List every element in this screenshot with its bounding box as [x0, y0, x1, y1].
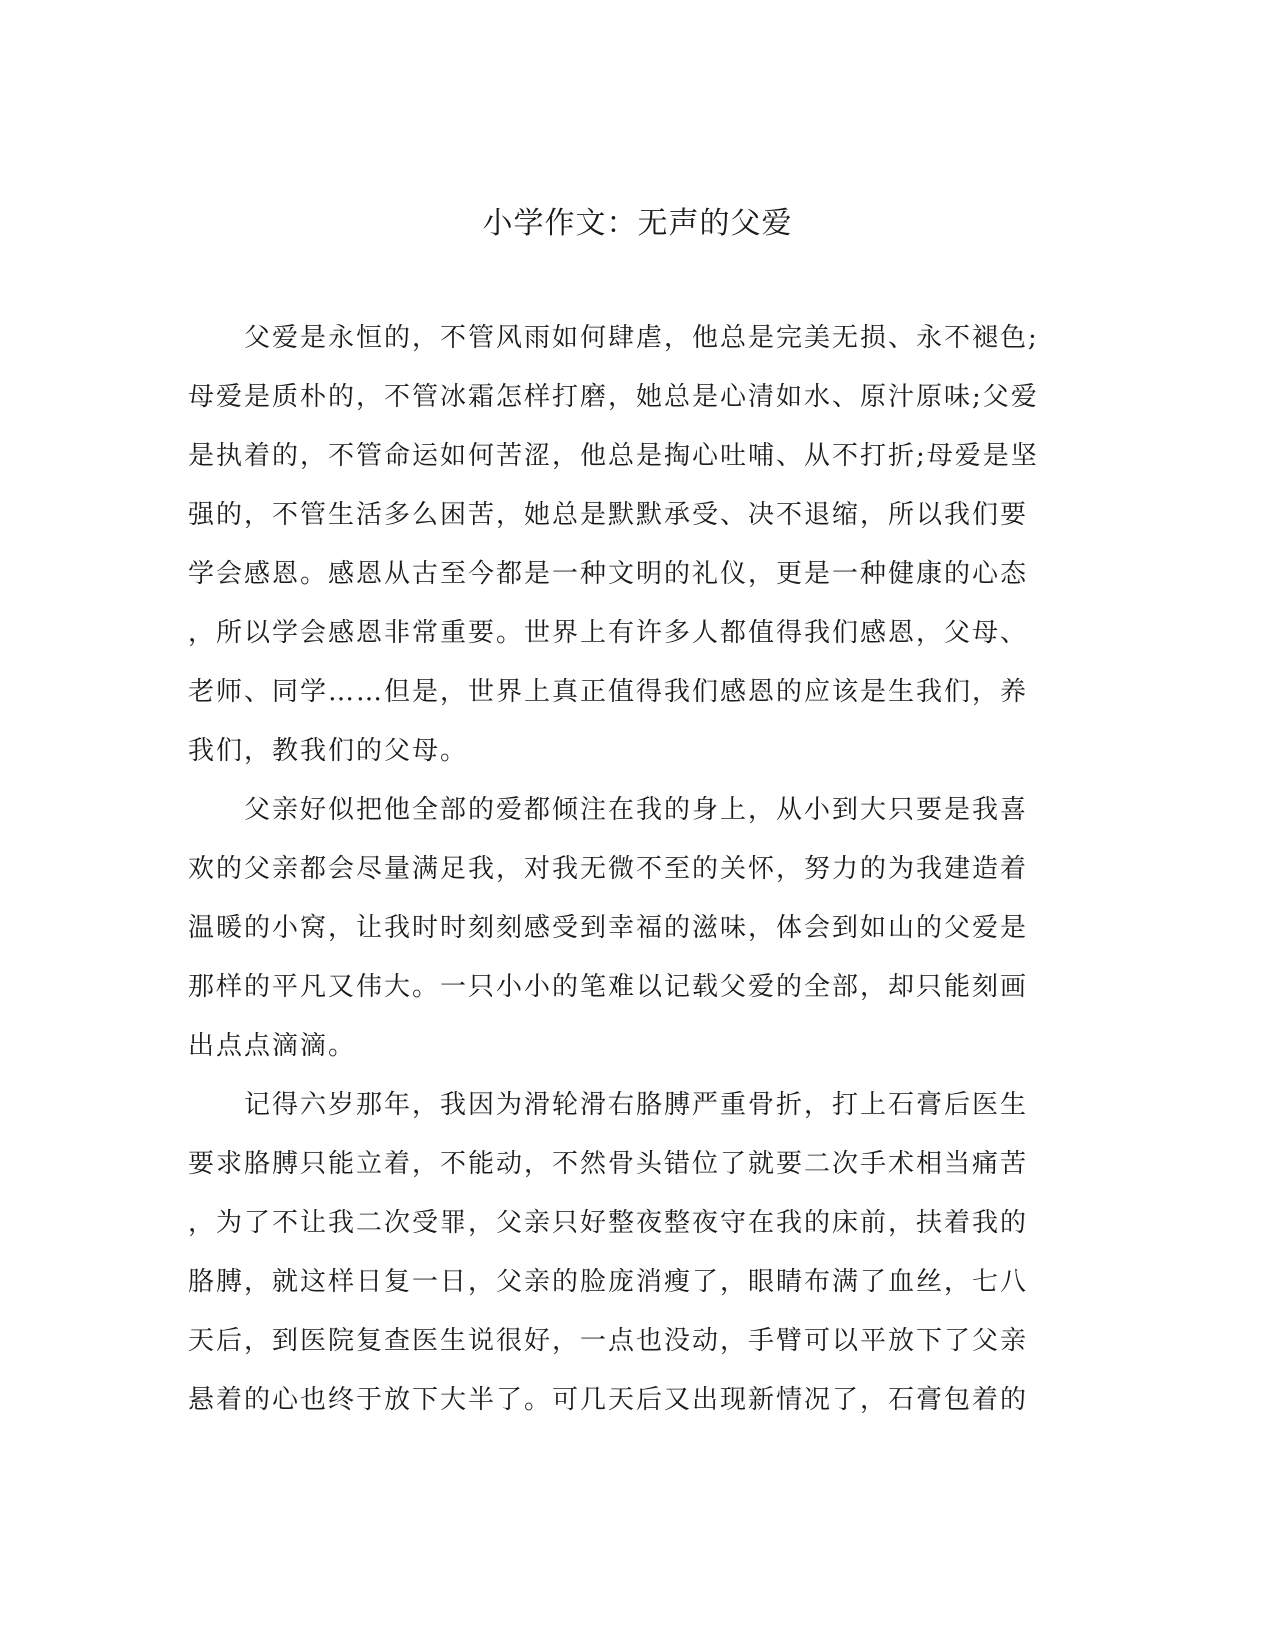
body-line: 母爱是质朴的，不管冰霜怎样打磨，她总是心清如水、原汁原味;父爱 [188, 382, 1039, 412]
body-line: 学会感恩。感恩从古至今都是一种文明的礼仪，更是一种健康的心态 [188, 559, 1029, 589]
body-line: ，为了不让我二次受罪，父亲只好整夜整夜守在我的床前，扶着我的 [188, 1208, 1029, 1238]
body-line: 记得六岁那年，我因为滑轮滑右胳膊严重骨折，打上石膏后医生 [188, 1090, 1029, 1120]
body-line: 是执着的，不管命运如何苦涩，他总是掏心吐哺、从不打折;母爱是坚 [188, 441, 1039, 471]
body-line: 天后，到医院复查医生说很好，一点也没动，手臂可以平放下了父亲 [188, 1326, 1029, 1356]
body-line: 要求胳膊只能立着，不能动，不然骨头错位了就要二次手术相当痛苦 [188, 1149, 1029, 1179]
body-line: 温暖的小窝，让我时时刻刻感受到幸福的滋味，体会到如山的父爱是 [188, 913, 1029, 943]
body-line: 那样的平凡又伟大。一只小小的笔难以记载父爱的全部，却只能刻画 [188, 972, 1029, 1002]
body-line: ，所以学会感恩非常重要。世界上有许多人都值得我们感恩，父母、 [188, 618, 1029, 648]
document-title: 小学作文：无声的父爱 [482, 206, 793, 241]
body-line: 父亲好似把他全部的爱都倾注在我的身上，从小到大只要是我喜 [188, 795, 1029, 825]
body-line: 强的，不管生活多么困苦，她总是默默承受、决不退缩，所以我们要 [188, 500, 1029, 530]
body-line: 胳膊，就这样日复一日，父亲的脸庞消瘦了，眼睛布满了血丝，七八 [188, 1267, 1029, 1297]
body-line: 我们，教我们的父母。 [188, 736, 469, 766]
body-line: 父爱是永恒的，不管风雨如何肆虐，他总是完美无损、永不褪色; [188, 323, 1039, 353]
body-line: 老师、同学……但是，世界上真正值得我们感恩的应该是生我们，养 [188, 677, 1029, 707]
body-line: 欢的父亲都会尽量满足我，对我无微不至的关怀，努力的为我建造着 [188, 854, 1029, 884]
body-line: 出点点滴滴。 [188, 1031, 357, 1061]
body-line: 悬着的心也终于放下大半了。可几天后又出现新情况了，石膏包着的 [188, 1385, 1029, 1415]
